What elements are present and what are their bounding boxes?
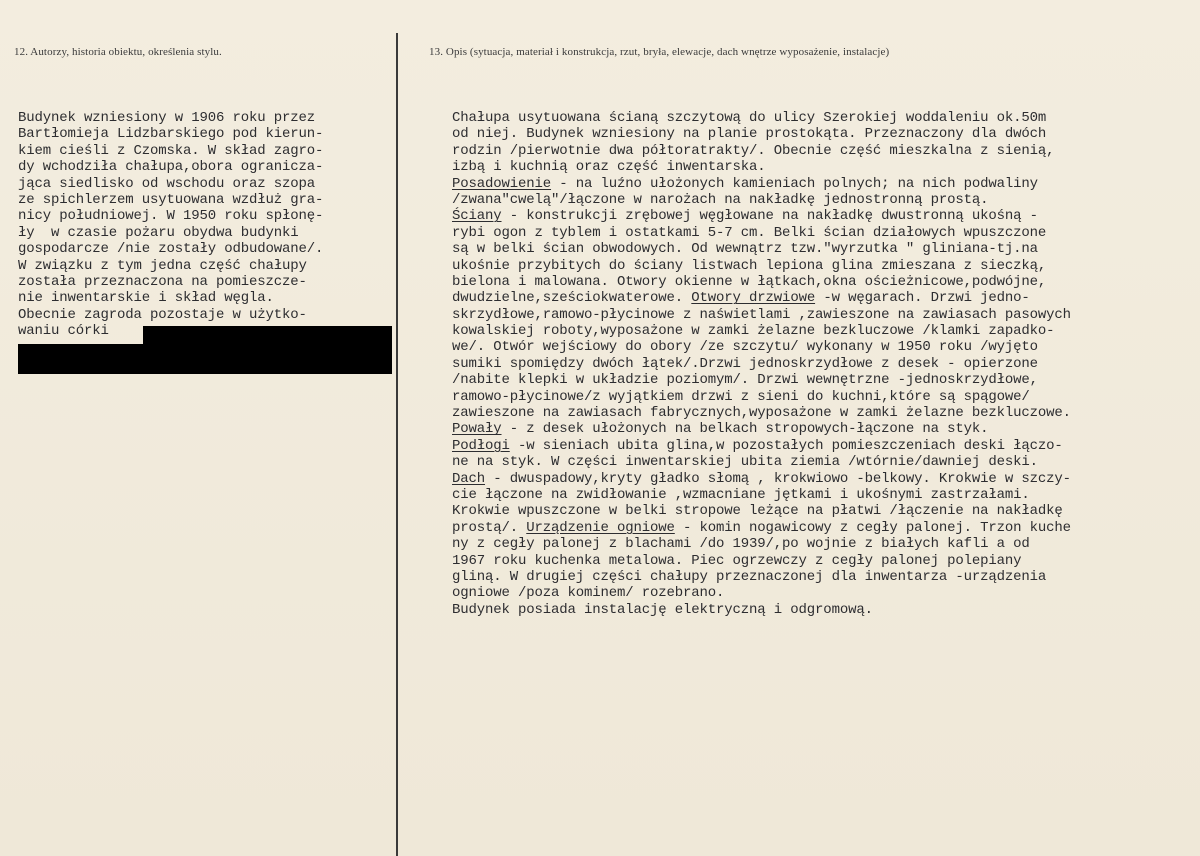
description-line bbox=[452, 176, 1071, 192]
description-line bbox=[452, 159, 1071, 175]
description-segment: Budynek posiada instalację elektryczną i odgromową. bbox=[452, 601, 873, 618]
description-segment: - na luźno ułożonych kamieniach polnych; na nich podwaliny bbox=[551, 175, 1038, 192]
history-line: Obecnie zagroda pozostaje w użytko- bbox=[18, 306, 307, 323]
column-divider bbox=[396, 33, 398, 856]
description-line bbox=[452, 290, 1071, 306]
description-line bbox=[452, 602, 1071, 618]
history-line: dy wchodziła chałupa,obora ogranicza- bbox=[18, 159, 324, 176]
section-heading: Urządzenie ogniowe bbox=[526, 519, 675, 536]
description-line bbox=[452, 471, 1071, 487]
description-text bbox=[452, 110, 1071, 618]
description-segment: zawieszone na zawiasach fabrycznych,wyposażone w zamki żelazne bezkluczowe. bbox=[452, 405, 1071, 422]
history-line: kiem cieśli z Czomska. W skład zagro- bbox=[18, 142, 324, 159]
description-line bbox=[452, 339, 1071, 355]
description-line bbox=[452, 405, 1071, 421]
history-line: Bartłomieja Lidzbarskiego pod kierun- bbox=[18, 126, 324, 143]
description-line bbox=[452, 487, 1071, 503]
description-segment: od niej. Budynek wzniesiony na planie prostokąta. Przeznaczony dla dwóch bbox=[452, 126, 1047, 143]
description-line bbox=[452, 585, 1071, 601]
description-segment: dwudzielne,sześciokwaterowe. bbox=[452, 290, 692, 307]
description-line bbox=[452, 208, 1071, 224]
description-line bbox=[452, 421, 1071, 437]
description-segment: -w węgarach. Drzwi jedno- bbox=[815, 290, 1030, 307]
history-line: została przeznaczona na pomieszcze- bbox=[18, 273, 307, 290]
history-line: jąca siedlisko od wschodu oraz szopa bbox=[18, 175, 316, 192]
description-line bbox=[452, 225, 1071, 241]
description-segment: ogniowe /poza kominem/ rozebrano. bbox=[452, 585, 725, 602]
description-segment: Krokwie wpuszczone w belki stropowe leżące na płatwi /łączenie na nakładkę bbox=[452, 503, 1063, 520]
section-12-header: 12. Autorzy, historia obiektu, określenia stylu. bbox=[14, 46, 222, 58]
description-line bbox=[452, 503, 1071, 519]
description-line bbox=[452, 192, 1071, 208]
description-line bbox=[452, 569, 1071, 585]
description-segment: - z desek ułożonych na belkach stropowych-łączone na styk. bbox=[501, 421, 989, 438]
description-segment: gliną. W drugiej części chałupy przeznaczonej dla inwentarza -urządzenia bbox=[452, 568, 1047, 585]
description-segment: rybi ogon z tyblem i ostatkami 5-7 cm. Belki ścian działowych wpuszczone bbox=[452, 224, 1047, 241]
description-segment: izbą i kuchnią oraz część inwentarska. bbox=[452, 159, 766, 176]
description-line bbox=[452, 520, 1071, 536]
history-line: nicy południowej. W 1950 roku spłonę- bbox=[18, 208, 324, 225]
description-segment: kowalskiej roboty,wyposażone w zamki żelazne bezkluczowe /klamki zapadko- bbox=[452, 323, 1055, 340]
description-segment: ramowo-płycinowe/z wyjątkiem drzwi z sieni do kuchni,które są spągowe/ bbox=[452, 388, 1030, 405]
description-line bbox=[452, 258, 1071, 274]
description-segment: - komin nogawicowy z cegły palonej. Trzon kuche bbox=[674, 519, 1071, 536]
section-heading: Dach bbox=[452, 470, 486, 487]
description-segment: /nabite klepki w układzie poziomym/. Drzwi wewnętrzne -jednoskrzydłowe, bbox=[452, 372, 1038, 389]
description-line bbox=[452, 454, 1071, 470]
description-segment: -w sieniach ubita glina,w pozostałych pomieszczeniach deski łączo- bbox=[509, 437, 1063, 454]
history-text bbox=[18, 110, 323, 339]
description-line bbox=[452, 241, 1071, 257]
description-segment: we/. Otwór wejściowy do obory /ze szczytu/ wykonany w 1950 roku /wyjęto bbox=[452, 339, 1038, 356]
history-line: Budynek wzniesiony w 1906 roku przez bbox=[18, 110, 316, 126]
description-segment: sumiki spomiędzy dwóch łątek/.Drzwi jednoskrzydłowe z desek - opierzone bbox=[452, 355, 1038, 372]
description-line bbox=[452, 356, 1071, 372]
section-heading: Posadowienie bbox=[452, 175, 552, 192]
history-line: ze spichlerzem usytuowana wzdłuż gra- bbox=[18, 191, 324, 208]
history-line: nie inwentarskie i skład węgla. bbox=[18, 290, 274, 307]
description-line bbox=[452, 553, 1071, 569]
description-segment: prostą/. bbox=[452, 519, 527, 536]
description-segment: rodzin /pierwotnie dwa półtoratrakty/. Obecnie część mieszkalna z sienią, bbox=[452, 142, 1055, 159]
description-line bbox=[452, 307, 1071, 323]
description-line bbox=[452, 389, 1071, 405]
description-line bbox=[452, 323, 1071, 339]
description-segment: są w belki ścian obwodowych. Od wewnątrz tzw."wyrzutka " gliniana-tj.na bbox=[452, 241, 1038, 258]
description-line bbox=[452, 110, 1071, 126]
description-segment: ukośnie przybitych do ściany listwach lepiona glina zmieszana z sieczką, bbox=[452, 257, 1047, 274]
redaction-block bbox=[18, 344, 392, 374]
description-segment: - konstrukcji zrębowej węgłowane na nakładkę dwustronną ukośną - bbox=[501, 208, 1038, 225]
description-segment: 1967 roku kuchenka metalowa. Piec ogrzewczy z cegły palonej polepiany bbox=[452, 552, 1022, 569]
description-line bbox=[452, 438, 1071, 454]
section-heading: Ściany bbox=[452, 208, 502, 225]
description-segment: Chałupa usytuowana ścianą szczytową do ulicy Szerokiej woddaleniu ok.50m bbox=[452, 110, 1047, 126]
description-segment: bielona i malowana. Otwory okienne w łątkach,okna ościeżnicowe,podwójne, bbox=[452, 273, 1047, 290]
description-segment: - dwuspadowy,kryty gładko słomą , krokwiowo -belkowy. Krokwie w szczy- bbox=[485, 470, 1071, 487]
description-segment: cie łączone na zwidłowanie ,wzmacniane jętkami i ukośnymi zastrzałami. bbox=[452, 486, 1030, 503]
description-segment: skrzydłowe,ramowo-płycinowe z naświetlami ,zawieszone na zawiasach pasowych bbox=[452, 306, 1071, 323]
description-line bbox=[452, 274, 1071, 290]
description-line bbox=[452, 372, 1071, 388]
description-segment: /zwana"cwelą"/łączone w narożach na nakładkę jednostronną prostą. bbox=[452, 191, 989, 208]
history-line: gospodarcze /nie zostały odbudowane/. bbox=[18, 241, 324, 258]
description-line bbox=[452, 143, 1071, 159]
section-heading: Otwory drzwiowe bbox=[691, 290, 816, 307]
section-13-header: 13. Opis (sytuacja, materiał i konstrukcja, rzut, bryła, elewacje, dach wnętrze wyposażenie, instalacje) bbox=[429, 46, 890, 58]
section-heading: Powały bbox=[452, 421, 502, 438]
history-line: ły w czasie pożaru obydwa budynki bbox=[18, 224, 299, 241]
section-heading: Podłogi bbox=[452, 437, 510, 454]
history-line: waniu córki bbox=[18, 323, 109, 340]
description-line bbox=[452, 126, 1071, 142]
description-segment: ne na styk. W części inwentarskiej ubita ziemia /wtórnie/dawniej deski. bbox=[452, 454, 1038, 471]
description-segment: ny z cegły palonej z blachami /do 1939/,po wojnie z białych kafli a od bbox=[452, 536, 1030, 553]
history-line: W związku z tym jedna część chałupy bbox=[18, 257, 307, 274]
description-line bbox=[452, 536, 1071, 552]
